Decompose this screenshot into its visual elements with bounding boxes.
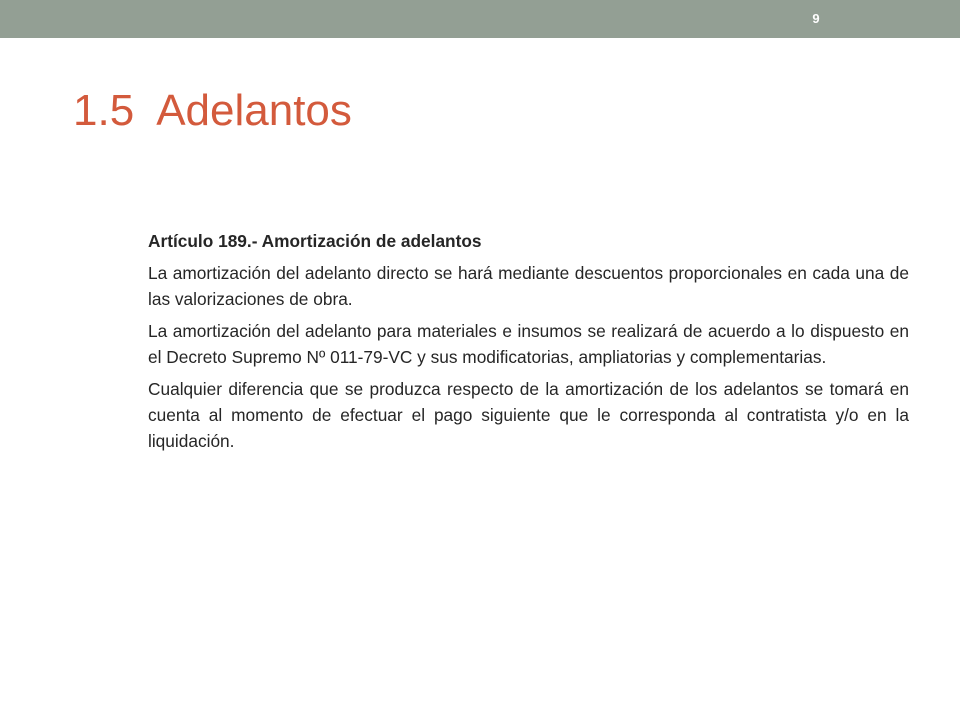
paragraph-direct-advance: La amortización del adelanto directo se hará mediante descuentos proporcionales en cada una de las valorizaciones de obra. [148, 263, 909, 309]
slide-body [148, 228, 909, 460]
page-number: 9 [812, 11, 820, 26]
top-bar [0, 0, 960, 38]
article-heading: Artículo 189.- Amortización de adelantos [148, 231, 482, 251]
paragraph-differences: Cualquier diferencia que se produzca respecto de la amortización de los adelantos se tomará en cuenta al momento de efectuar el pago siguiente que le corresponda al contratista y/o en la liquidación. [148, 379, 909, 451]
slide-title: 1.5 Adelantos [73, 86, 352, 135]
paragraph-materials-advance: La amortización del adelanto para materiales e insumos se realizará de acuerdo a lo dispuesto en el Decreto Supremo Nº 011-79-VC y sus modificatorias, ampliatorias y complementarias. [148, 321, 909, 367]
